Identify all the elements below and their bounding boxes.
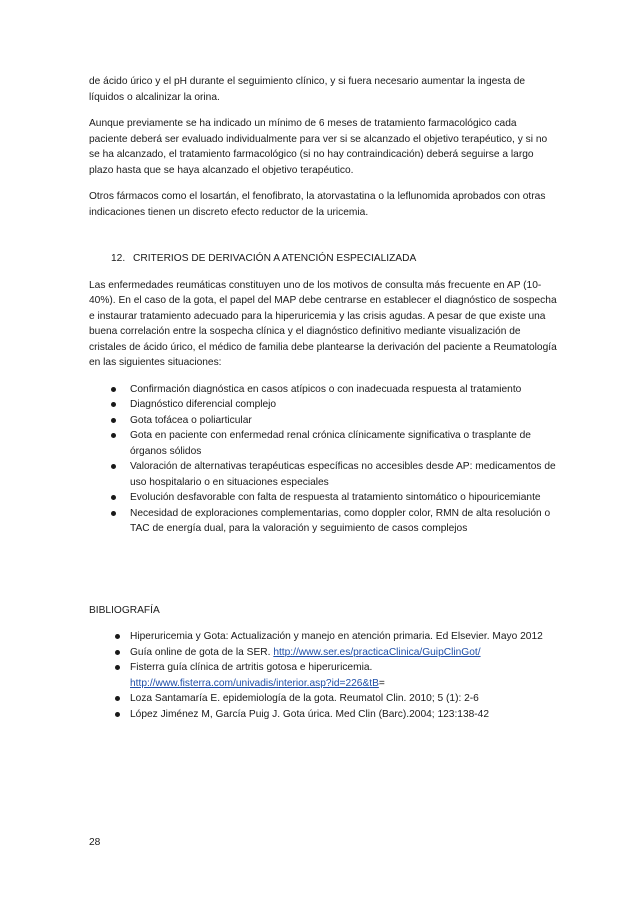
list-item: Gota en paciente con enfermedad renal crónica clínicamente significativa o trasplante de órganos sólidos <box>89 428 557 459</box>
bibliography-item: López Jiménez M, García Puig J. Gota úrica. Med Clin (Barc).2004; 123:138-42 <box>89 707 557 723</box>
bullet-icon <box>115 665 120 670</box>
bullet-icon <box>111 495 116 500</box>
list-item: Evolución desfavorable con falta de respuesta al tratamiento sintomático o hipouricemiante <box>89 490 557 506</box>
page-number: 28 <box>89 837 101 848</box>
bullet-icon <box>111 464 116 469</box>
list-item: Necesidad de exploraciones complementarias, como doppler color, RMN de alta resolución o TAC de energía dual, para la valoración y seguimiento de casos complejos <box>89 506 557 537</box>
bullet-icon <box>111 433 116 438</box>
bibliography-item: Guía online de gota de la SER. http://www.ser.es/practicaClinica/GuipClinGot/ <box>89 645 557 661</box>
list-item: Confirmación diagnóstica en casos atípicos o con inadecuada respuesta al tratamiento <box>89 382 557 398</box>
bibliography-item: Loza Santamaría E. epidemiología de la gota. Reumatol Clin. 2010; 5 (1): 2-6 <box>89 691 557 707</box>
bibliography-list <box>89 629 557 722</box>
bibliography-heading: BIBLIOGRAFÍA <box>89 604 160 616</box>
bibliography-item: Hiperuricemia y Gota: Actualización y manejo en atención primaria. Ed Elsevier. Mayo 2012 <box>89 629 557 645</box>
section-title: CRITERIOS DE DERIVACIÓN A ATENCIÓN ESPECIALIZADA <box>133 253 417 264</box>
bullet-icon <box>115 650 120 655</box>
bibliography-item: Fisterra guía clínica de artritis gotosa e hiperuricemia. http://www.fisterra.com/univadis/interior.asp?id=226&tB= <box>89 660 557 691</box>
bullet-icon <box>111 418 116 423</box>
bullet-icon <box>111 402 116 407</box>
referral-criteria-list <box>89 382 557 537</box>
list-item: Gota tofácea o poliarticular <box>89 413 557 429</box>
bullet-icon <box>115 712 120 717</box>
list-item: Diagnóstico diferencial complejo <box>89 397 557 413</box>
section-number: 12. <box>111 253 126 264</box>
bullet-icon <box>115 696 120 701</box>
paragraph-other-drugs: Otros fármacos como el losartán, el fenofibrato, la atorvastatina o la leflunomida aprobados con otras indicaciones tienen un discreto efecto reductor de la uricemia. <box>89 191 546 218</box>
bullet-icon <box>111 387 116 392</box>
section-intro: Las enfermedades reumáticas constituyen uno de los motivos de consulta más frecuente en AP (10-40%). En el caso de la gota, el papel del MAP debe centrarse en establecer el diagnóstico de sospecha e instaurar tratamiento adecuado para la hiperuricemia y las crisis agudas. A pesar de que existe una buena correlación entre la sospecha clínica y el diagnóstico definitivo mediante visualización de cristales de ácido úrico, el médico de familia debe plantearse la derivación del paciente a Reumatología en las siguientes situaciones: <box>89 279 557 368</box>
list-item: Valoración de alternativas terapéuticas específicas no accesibles desde AP: medicamentos de uso hospitalario o en situaciones especiales <box>89 459 557 490</box>
document-page <box>89 74 557 722</box>
paragraph-continuation: de ácido úrico y el pH durante el seguimiento clínico, y si fuera necesario aumentar la ingesta de líquidos o alcalinizar la orina. <box>89 76 526 103</box>
ser-guide-link[interactable]: http://www.ser.es/practicaClinica/GuipClinGot/ <box>273 646 481 658</box>
bullet-icon <box>111 511 116 516</box>
bullet-icon <box>115 634 120 639</box>
paragraph-treatment-duration: Aunque previamente se ha indicado un mínimo de 6 meses de tratamiento farmacológico cada paciente deberá ser evaluado individualmente para ver si se alcanzado el objetivo terapéutico, y si no se ha alcanzado, el tratamiento farmacológico (si no hay contraindicación) deberá seguirse a largo plazo hasta que se haya alcanzado el objetivo terapéutico. <box>89 118 548 176</box>
section-heading <box>89 251 557 267</box>
fisterra-link[interactable]: http://www.fisterra.com/univadis/interior.asp?id=226&tB <box>130 677 379 689</box>
